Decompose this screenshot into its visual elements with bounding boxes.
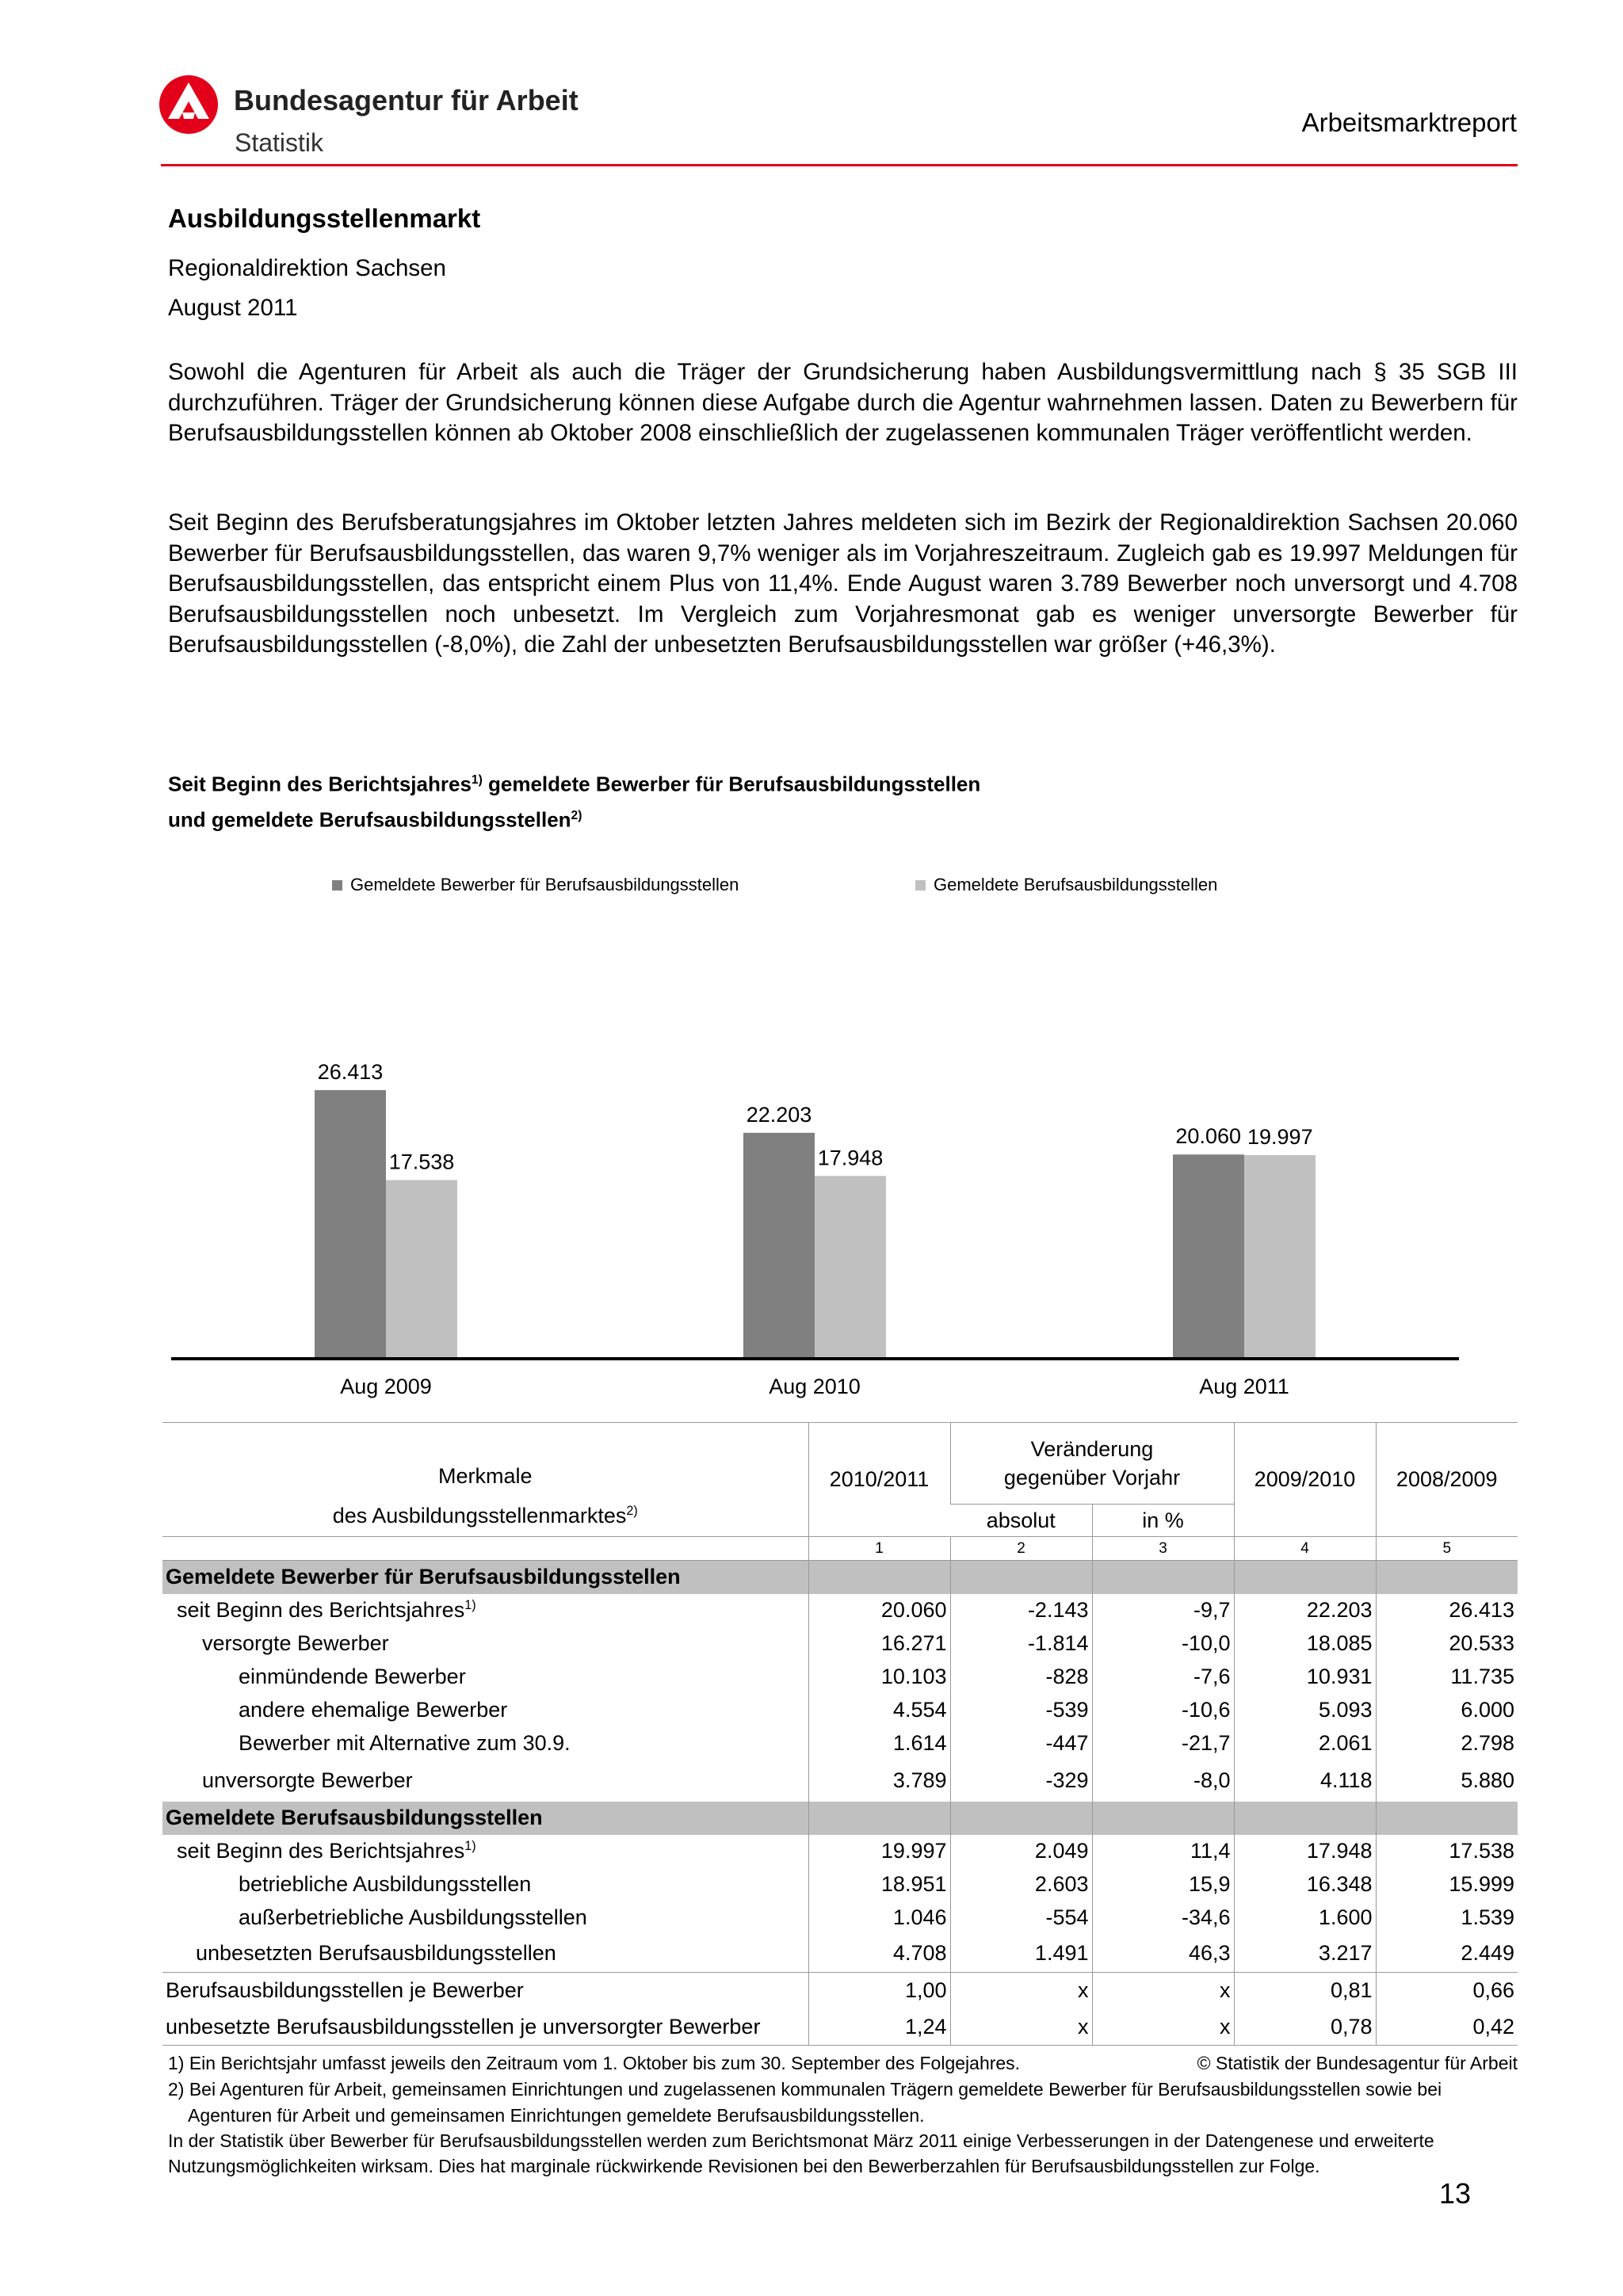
section-row xyxy=(162,1561,1518,1594)
chart-title-part: und gemeldete Berufsausbildungsstellen xyxy=(168,807,571,832)
value-cell: -2.143 xyxy=(950,1594,1092,1627)
value-cell: 2.061 xyxy=(1234,1727,1376,1760)
header-text: Veränderung xyxy=(1030,1437,1154,1461)
row-label-text: außerbetriebliche Ausbildungsstellen xyxy=(239,1905,587,1929)
bar xyxy=(315,1090,386,1358)
copyright: © Statistik der Bundesagentur für Arbeit xyxy=(1197,2053,1518,2073)
bar xyxy=(1244,1155,1316,1358)
row-label-text: andere ehemalige Bewerber xyxy=(239,1698,508,1722)
value-cell: -539 xyxy=(950,1694,1092,1727)
row-label-text: einmündende Bewerber xyxy=(239,1665,466,1688)
page-number: 13 xyxy=(1439,2177,1472,2210)
chart-title-part: Seit Beginn des Berichtsjahres xyxy=(168,772,472,796)
value-cell: 26.413 xyxy=(1376,1594,1518,1627)
legend-item-stellen xyxy=(915,875,1217,895)
value-cell: 46,3 xyxy=(1092,1935,1234,1973)
value-cell: 1,00 xyxy=(808,1973,950,2009)
header-change xyxy=(950,1423,1234,1505)
header-2009-2010: 2009/2010 xyxy=(1234,1423,1376,1537)
empty-cell xyxy=(808,1561,950,1594)
value-cell: 2.449 xyxy=(1376,1935,1518,1973)
value-cell: 10.103 xyxy=(808,1661,950,1694)
row-label-text: unbesetzten Berufsausbildungsstellen xyxy=(196,1940,556,1965)
bundesagentur-logo-icon xyxy=(158,74,219,135)
value-cell: 3.217 xyxy=(1234,1935,1376,1973)
row-label xyxy=(162,1661,808,1694)
value-cell: 20.533 xyxy=(1376,1627,1518,1661)
data-label: 17.538 xyxy=(388,1150,455,1174)
brand-name: Bundesagentur für Arbeit xyxy=(234,84,579,116)
legend-label: Gemeldete Berufsausbildungsstellen xyxy=(934,875,1218,894)
report-title: Arbeitsmarktreport xyxy=(1301,108,1517,137)
intro-paragraph: Sowohl die Agenturen für Arbeit als auch die Träger der Grundsicherung haben Ausbildungsvermittlung nach § 35 SGB III durchzuführen. Träger der Grundsicherung können diese Aufgabe durch die Agentur wahrnehmen lassen. Daten zu Bewerbern für Berufsausbildungsstellen können ab Oktober 2008 einschließlich der zugelassenen kommunalen Träger veröffentlicht werden. xyxy=(168,359,1518,446)
row-label xyxy=(162,1694,808,1727)
value-cell: 0,78 xyxy=(1234,2009,1376,2046)
data-label: 19.997 xyxy=(1247,1125,1313,1150)
row-label xyxy=(162,1760,808,1802)
value-cell: 1.600 xyxy=(1234,1901,1376,1935)
header-2008-2009: 2008/2009 xyxy=(1376,1423,1518,1537)
value-cell: 19.997 xyxy=(808,1835,950,1868)
legend-swatch xyxy=(332,880,342,891)
value-cell: x xyxy=(950,1973,1092,2009)
table-row xyxy=(162,1901,1518,1935)
value-cell: 5.880 xyxy=(1376,1760,1518,1802)
data-label: 26.413 xyxy=(317,1059,384,1084)
row-label-text: Bewerber mit Alternative zum 30.9. xyxy=(239,1731,571,1755)
empty-cell xyxy=(950,1802,1092,1835)
table-row xyxy=(162,1727,1518,1760)
summary-paragraph: Seit Beginn des Berufsberatungsjahres im Oktober letzten Jahres meldeten sich im Bezirk der Regionaldirektion Sachsen 20.060 Bewerber für Berufsausbildungsstellen, das waren 9,7% weniger als im Vorjahreszeitraum. Zugleich gab es 19.997 Meldungen für Berufsausbildungsstellen, das entspricht einem Plus von 11,4%. Ende August waren 3.789 Bewerber noch unversorgt und 4.708 Berufsausbildungsstellen noch unbesetzt. Im Vergleich zum Vorjahresmonat gab es weniger unversorgte Bewerber für Berufsausbildungsstellen (-8,0%), die Zahl der unbesetzten Berufsausbildungsstellen war größer (+46,3%). xyxy=(168,509,1518,658)
row-label-text: seit Beginn des Berichtsjahres xyxy=(177,1839,465,1863)
page-title: Ausbildungsstellenmarkt xyxy=(168,204,481,233)
empty-cell xyxy=(162,1537,808,1561)
footnote-ref: 2) xyxy=(571,808,582,822)
value-cell: 2.603 xyxy=(950,1868,1092,1901)
data-table xyxy=(162,1422,1518,2046)
header-text: gegenüber Vorjahr xyxy=(1003,1466,1181,1489)
footnote-2: 2) Bei Agenturen für Arbeit, gemeinsamen Einrichtungen und zugelassenen kommunalen Trägern gemeldete Bewerber für Berufsausbildungsstellen sowie bei xyxy=(168,2079,1442,2100)
value-cell: -447 xyxy=(950,1727,1092,1760)
value-cell: 0,66 xyxy=(1376,1973,1518,2009)
bar xyxy=(1173,1154,1244,1358)
column-number: 4 xyxy=(1234,1537,1376,1561)
value-cell: -554 xyxy=(950,1901,1092,1935)
value-cell: 17.948 xyxy=(1234,1835,1376,1868)
value-cell: 1,24 xyxy=(808,2009,950,2046)
table-row xyxy=(162,2009,1518,2046)
value-cell: 18.085 xyxy=(1234,1627,1376,1661)
data-label: 17.948 xyxy=(817,1146,884,1170)
row-label-text: versorgte Bewerber xyxy=(202,1631,389,1655)
row-label xyxy=(162,1901,808,1935)
value-cell: -1.814 xyxy=(950,1627,1092,1661)
brand-subtitle: Statistik xyxy=(235,128,324,157)
value-cell: 1.539 xyxy=(1376,1901,1518,1935)
header-text: Merkmale xyxy=(437,1464,533,1488)
x-tick-label: Aug 2010 xyxy=(769,1375,861,1398)
value-cell: 18.951 xyxy=(808,1868,950,1901)
legend-label: Gemeldete Bewerber für Berufsausbildungsstellen xyxy=(350,875,739,894)
empty-cell xyxy=(1234,1802,1376,1835)
legend-swatch xyxy=(915,880,926,891)
data-label: 20.060 xyxy=(1175,1124,1241,1149)
header-divider xyxy=(161,164,1518,166)
value-cell: -8,0 xyxy=(1092,1760,1234,1802)
report-month: August 2011 xyxy=(168,295,298,321)
empty-cell xyxy=(1092,1802,1234,1835)
empty-cell xyxy=(1234,1561,1376,1594)
chart-title-part: gemeldete Bewerber für Berufsausbildungsstellen xyxy=(482,772,981,796)
value-cell: 4.708 xyxy=(808,1935,950,1973)
value-cell: 11.735 xyxy=(1376,1661,1518,1694)
bar xyxy=(386,1180,457,1358)
value-cell: -34,6 xyxy=(1092,1901,1234,1935)
column-number: 2 xyxy=(950,1537,1092,1561)
value-cell: -10,6 xyxy=(1092,1694,1234,1727)
footnote-text: 1) Ein Berichtsjahr umfasst jeweils den Zeitraum vom 1. Oktober bis zum 30. September des Folgejahres. xyxy=(168,2053,1021,2073)
value-cell: 11,4 xyxy=(1092,1835,1234,1868)
value-cell: 10.931 xyxy=(1234,1661,1376,1694)
row-label xyxy=(162,1727,808,1760)
footnote-1 xyxy=(168,2050,1518,2077)
value-cell: 17.538 xyxy=(1376,1835,1518,1868)
value-cell: 4.118 xyxy=(1234,1760,1376,1802)
row-label xyxy=(162,1935,808,1973)
empty-cell xyxy=(950,1561,1092,1594)
footnote-ref: 1) xyxy=(464,1839,476,1853)
row-label-text: betriebliche Ausbildungsstellen xyxy=(239,1872,532,1896)
value-cell: 0,42 xyxy=(1376,2009,1518,2046)
table-row xyxy=(162,1935,1518,1973)
value-cell: 2.798 xyxy=(1376,1727,1518,1760)
header-text: des Ausbildungsstellenmarktes xyxy=(332,1504,627,1527)
table-row xyxy=(162,1627,1518,1661)
bar xyxy=(815,1176,886,1358)
row-label-text: Berufsausbildungsstellen je Bewerber xyxy=(166,1978,524,2003)
data-label: 22.203 xyxy=(746,1102,812,1127)
column-number: 5 xyxy=(1376,1537,1518,1561)
value-cell: 2.049 xyxy=(950,1835,1092,1868)
value-cell: 16.348 xyxy=(1234,1868,1376,1901)
footnote-3: In der Statistik über Bewerber für Berufsausbildungsstellen werden zum Berichtsmonat März 2011 einige Verbesserungen in der Datengenese und erweiterte xyxy=(168,2130,1434,2151)
empty-cell xyxy=(1376,1561,1518,1594)
chart-title xyxy=(168,765,980,835)
row-label xyxy=(162,1627,808,1661)
value-cell: x xyxy=(950,2009,1092,2046)
footnote-3-cont: Nutzungsmöglichkeiten wirksam. Dies hat marginale rückwirkende Revisionen bei den Bewerberzahlen für Berufsausbildungsstellen zur Folge. xyxy=(168,2156,1320,2176)
table-row xyxy=(162,1973,1518,2009)
header-absolut: absolut xyxy=(950,1505,1092,1537)
footnote-ref: 1) xyxy=(471,773,483,787)
value-cell: -9,7 xyxy=(1092,1594,1234,1627)
value-cell: 1.614 xyxy=(808,1727,950,1760)
empty-cell xyxy=(1376,1802,1518,1835)
row-label-text: seit Beginn des Berichtsjahres xyxy=(177,1598,465,1622)
value-cell: 22.203 xyxy=(1234,1594,1376,1627)
empty-cell xyxy=(808,1802,950,1835)
empty-cell xyxy=(1092,1561,1234,1594)
header-percent: in % xyxy=(1092,1505,1234,1537)
row-label xyxy=(162,1973,808,2009)
value-cell: -21,7 xyxy=(1092,1727,1234,1760)
bar-chart xyxy=(0,911,1623,1418)
value-cell: -7,6 xyxy=(1092,1661,1234,1694)
value-cell: 4.554 xyxy=(808,1694,950,1727)
value-cell: 3.789 xyxy=(808,1760,950,1802)
footnote-ref: 1) xyxy=(464,1598,476,1612)
header-merkmale xyxy=(162,1423,808,1537)
value-cell: x xyxy=(1092,2009,1234,2046)
value-cell: -329 xyxy=(950,1760,1092,1802)
value-cell: x xyxy=(1092,1973,1234,2009)
value-cell: 0,81 xyxy=(1234,1973,1376,2009)
bar xyxy=(743,1133,815,1358)
table-row xyxy=(162,1694,1518,1727)
table-row xyxy=(162,1661,1518,1694)
section-title: Gemeldete Bewerber für Berufsausbildungsstellen xyxy=(162,1561,808,1594)
value-cell: 15.999 xyxy=(1376,1868,1518,1901)
table-row xyxy=(162,1868,1518,1901)
column-number: 1 xyxy=(808,1537,950,1561)
table-row xyxy=(162,1594,1518,1627)
value-cell: 15,9 xyxy=(1092,1868,1234,1901)
row-label-text: unversorgte Bewerber xyxy=(202,1768,413,1792)
section-title: Gemeldete Berufsausbildungsstellen xyxy=(162,1802,808,1835)
value-cell: 1.491 xyxy=(950,1935,1092,1973)
value-cell: 16.271 xyxy=(808,1627,950,1661)
section-row xyxy=(162,1802,1518,1835)
row-label xyxy=(162,1594,808,1627)
region: Regionaldirektion Sachsen xyxy=(168,255,446,281)
row-label xyxy=(162,1868,808,1901)
value-cell: 6.000 xyxy=(1376,1694,1518,1727)
value-cell: 1.046 xyxy=(808,1901,950,1935)
footnote-2-cont: Agenturen für Arbeit und gemeinsamen Einrichtungen gemeldete Berufsausbildungsstellen. xyxy=(188,2105,925,2126)
legend-item-bewerber xyxy=(332,875,739,895)
row-label xyxy=(162,2009,808,2046)
column-number: 3 xyxy=(1092,1537,1234,1561)
value-cell: 20.060 xyxy=(808,1594,950,1627)
row-label-text: unbesetzte Berufsausbildungsstellen je unversorgter Bewerber xyxy=(166,2014,761,2039)
value-cell: -828 xyxy=(950,1661,1092,1694)
row-label xyxy=(162,1835,808,1868)
footnote-ref: 2) xyxy=(626,1504,638,1518)
table-row xyxy=(162,1835,1518,1868)
value-cell: -10,0 xyxy=(1092,1627,1234,1661)
value-cell: 5.093 xyxy=(1234,1694,1376,1727)
x-tick-label: Aug 2011 xyxy=(1199,1375,1289,1398)
header-2010-2011: 2010/2011 xyxy=(808,1423,950,1537)
table-row xyxy=(162,1760,1518,1802)
x-tick-label: Aug 2009 xyxy=(340,1375,432,1398)
